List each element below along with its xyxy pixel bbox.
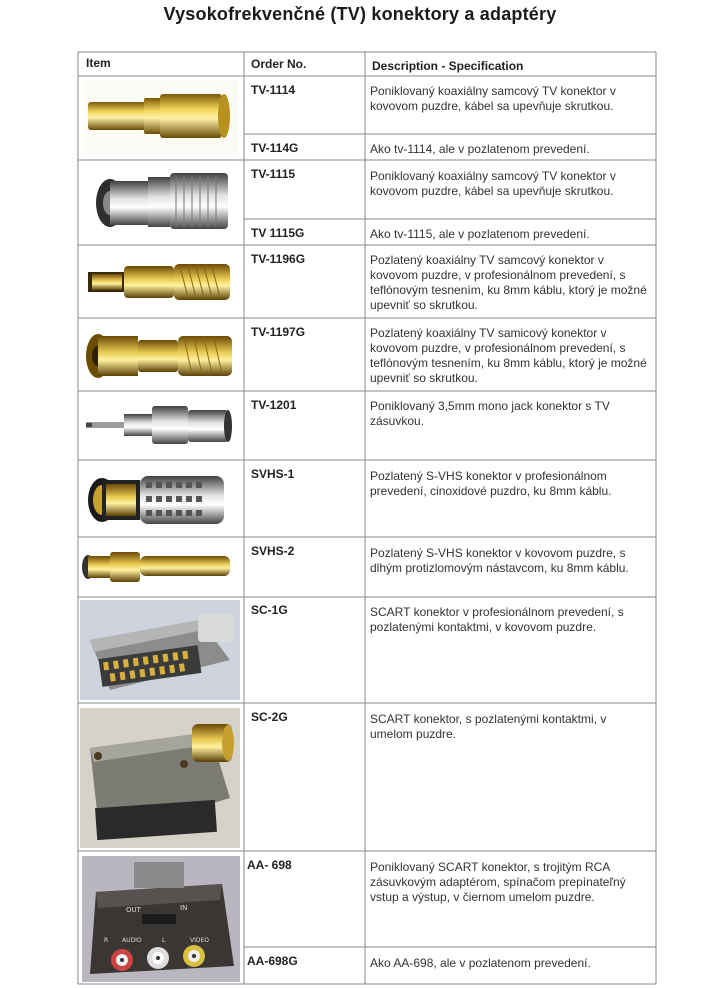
- order-no: TV-1197G: [251, 325, 306, 339]
- description: Poniklovaný koaxiálny samcový TV konektor v kovovom puzdre, kábel sa upevňuje skrutkou.: [370, 84, 616, 113]
- description: Pozlatený S-VHS konektor v kovovom puzdre, s dlhým protizlomovým nástavcom, ku 8mm káblu.: [370, 546, 629, 575]
- order-no: TV-114G: [251, 141, 299, 155]
- svhs-2-connector-image: [80, 544, 236, 590]
- adapter-label-l: L: [162, 937, 166, 944]
- adapter-label-video: VIDEO: [190, 937, 210, 944]
- description: Pozlatený koaxiálny TV samicový konektor v kovovom puzdre, v profesionálnom prevedení, s teflónovým tesnením, ku 8mm káblu, ktorý je možné upevniť so skrutkou.: [370, 326, 647, 385]
- adapter-label-audio: AUDIO: [122, 937, 142, 944]
- description: Ako AA-698, ale v pozlatenom prevedení.: [370, 956, 591, 970]
- order-no: TV 1115G: [251, 226, 305, 240]
- svhs-1-connector-image: [84, 466, 234, 532]
- description: SCART konektor v profesionálnom prevedení, s pozlatenými kontaktmi, v kovovom puzdre.: [370, 605, 624, 634]
- order-no: SC-1G: [251, 603, 288, 617]
- aa-698-adapter-image: [82, 856, 240, 982]
- order-no: TV-1196G: [251, 252, 306, 266]
- sc-1g-scart-connector-image: [80, 600, 240, 700]
- description: Pozlatený koaxiálny TV samcový konektor v kovovom puzdre, v profesionálnom prevedení, s teflónovým tesnením, ku 8mm káblu, ktorý je možné upevniť so skrutkou.: [370, 253, 647, 312]
- order-no: TV-1115: [251, 167, 296, 181]
- page-title: Vysokofrekvenčné (TV) konektory a adaptéry: [163, 4, 557, 24]
- adapter-label-r: R: [104, 937, 109, 944]
- order-no: TV-1114: [251, 83, 296, 97]
- order-no: TV-1201: [251, 398, 297, 412]
- tv-1201-connector-image: [84, 396, 234, 456]
- order-no: SVHS-1: [251, 467, 295, 481]
- tv-1196g-connector-image: [84, 252, 236, 312]
- header-item: Item: [86, 56, 111, 70]
- order-no: AA- 698: [247, 858, 292, 872]
- description: Ako tv-1114, ale v pozlatenom prevedení.: [370, 142, 590, 156]
- tv-1114-connector-image: [84, 80, 238, 154]
- description: Poniklovaný koaxiálny samcový TV konektor v kovovom puzdre, kábel sa upevňuje skrutkou.: [370, 169, 616, 198]
- description: SCART konektor, s pozlatenými kontaktmi, v umelom puzdre.: [370, 712, 607, 741]
- order-no: SC-2G: [251, 710, 288, 724]
- sc-2g-scart-connector-image: [80, 708, 240, 848]
- description: Poniklovaný 3,5mm mono jack konektor s TV zásuvkou.: [370, 399, 610, 428]
- header-description: Description - Specification: [372, 59, 524, 73]
- adapter-label-in: IN: [180, 904, 188, 912]
- description: Pozlatený S-VHS konektor v profesionálnom prevedení, cinoxidové puzdro, ku 8mm káblu.: [370, 469, 612, 498]
- order-no: AA-698G: [247, 954, 298, 968]
- tv-1115-connector-image: [92, 165, 236, 239]
- description: Poniklovaný SCART konektor, s trojitým RCA zásuvkovým adaptérom, spínačom prepínateľný vstup a výstup, v čiernom umelom puzdre.: [370, 860, 626, 904]
- header-order: Order No.: [251, 57, 307, 71]
- tv-1197g-connector-image: [84, 322, 236, 388]
- adapter-label-out: OUT: [126, 906, 141, 914]
- order-no: SVHS-2: [251, 544, 295, 558]
- description: Ako tv-1115, ale v pozlatenom prevedení.: [370, 227, 590, 241]
